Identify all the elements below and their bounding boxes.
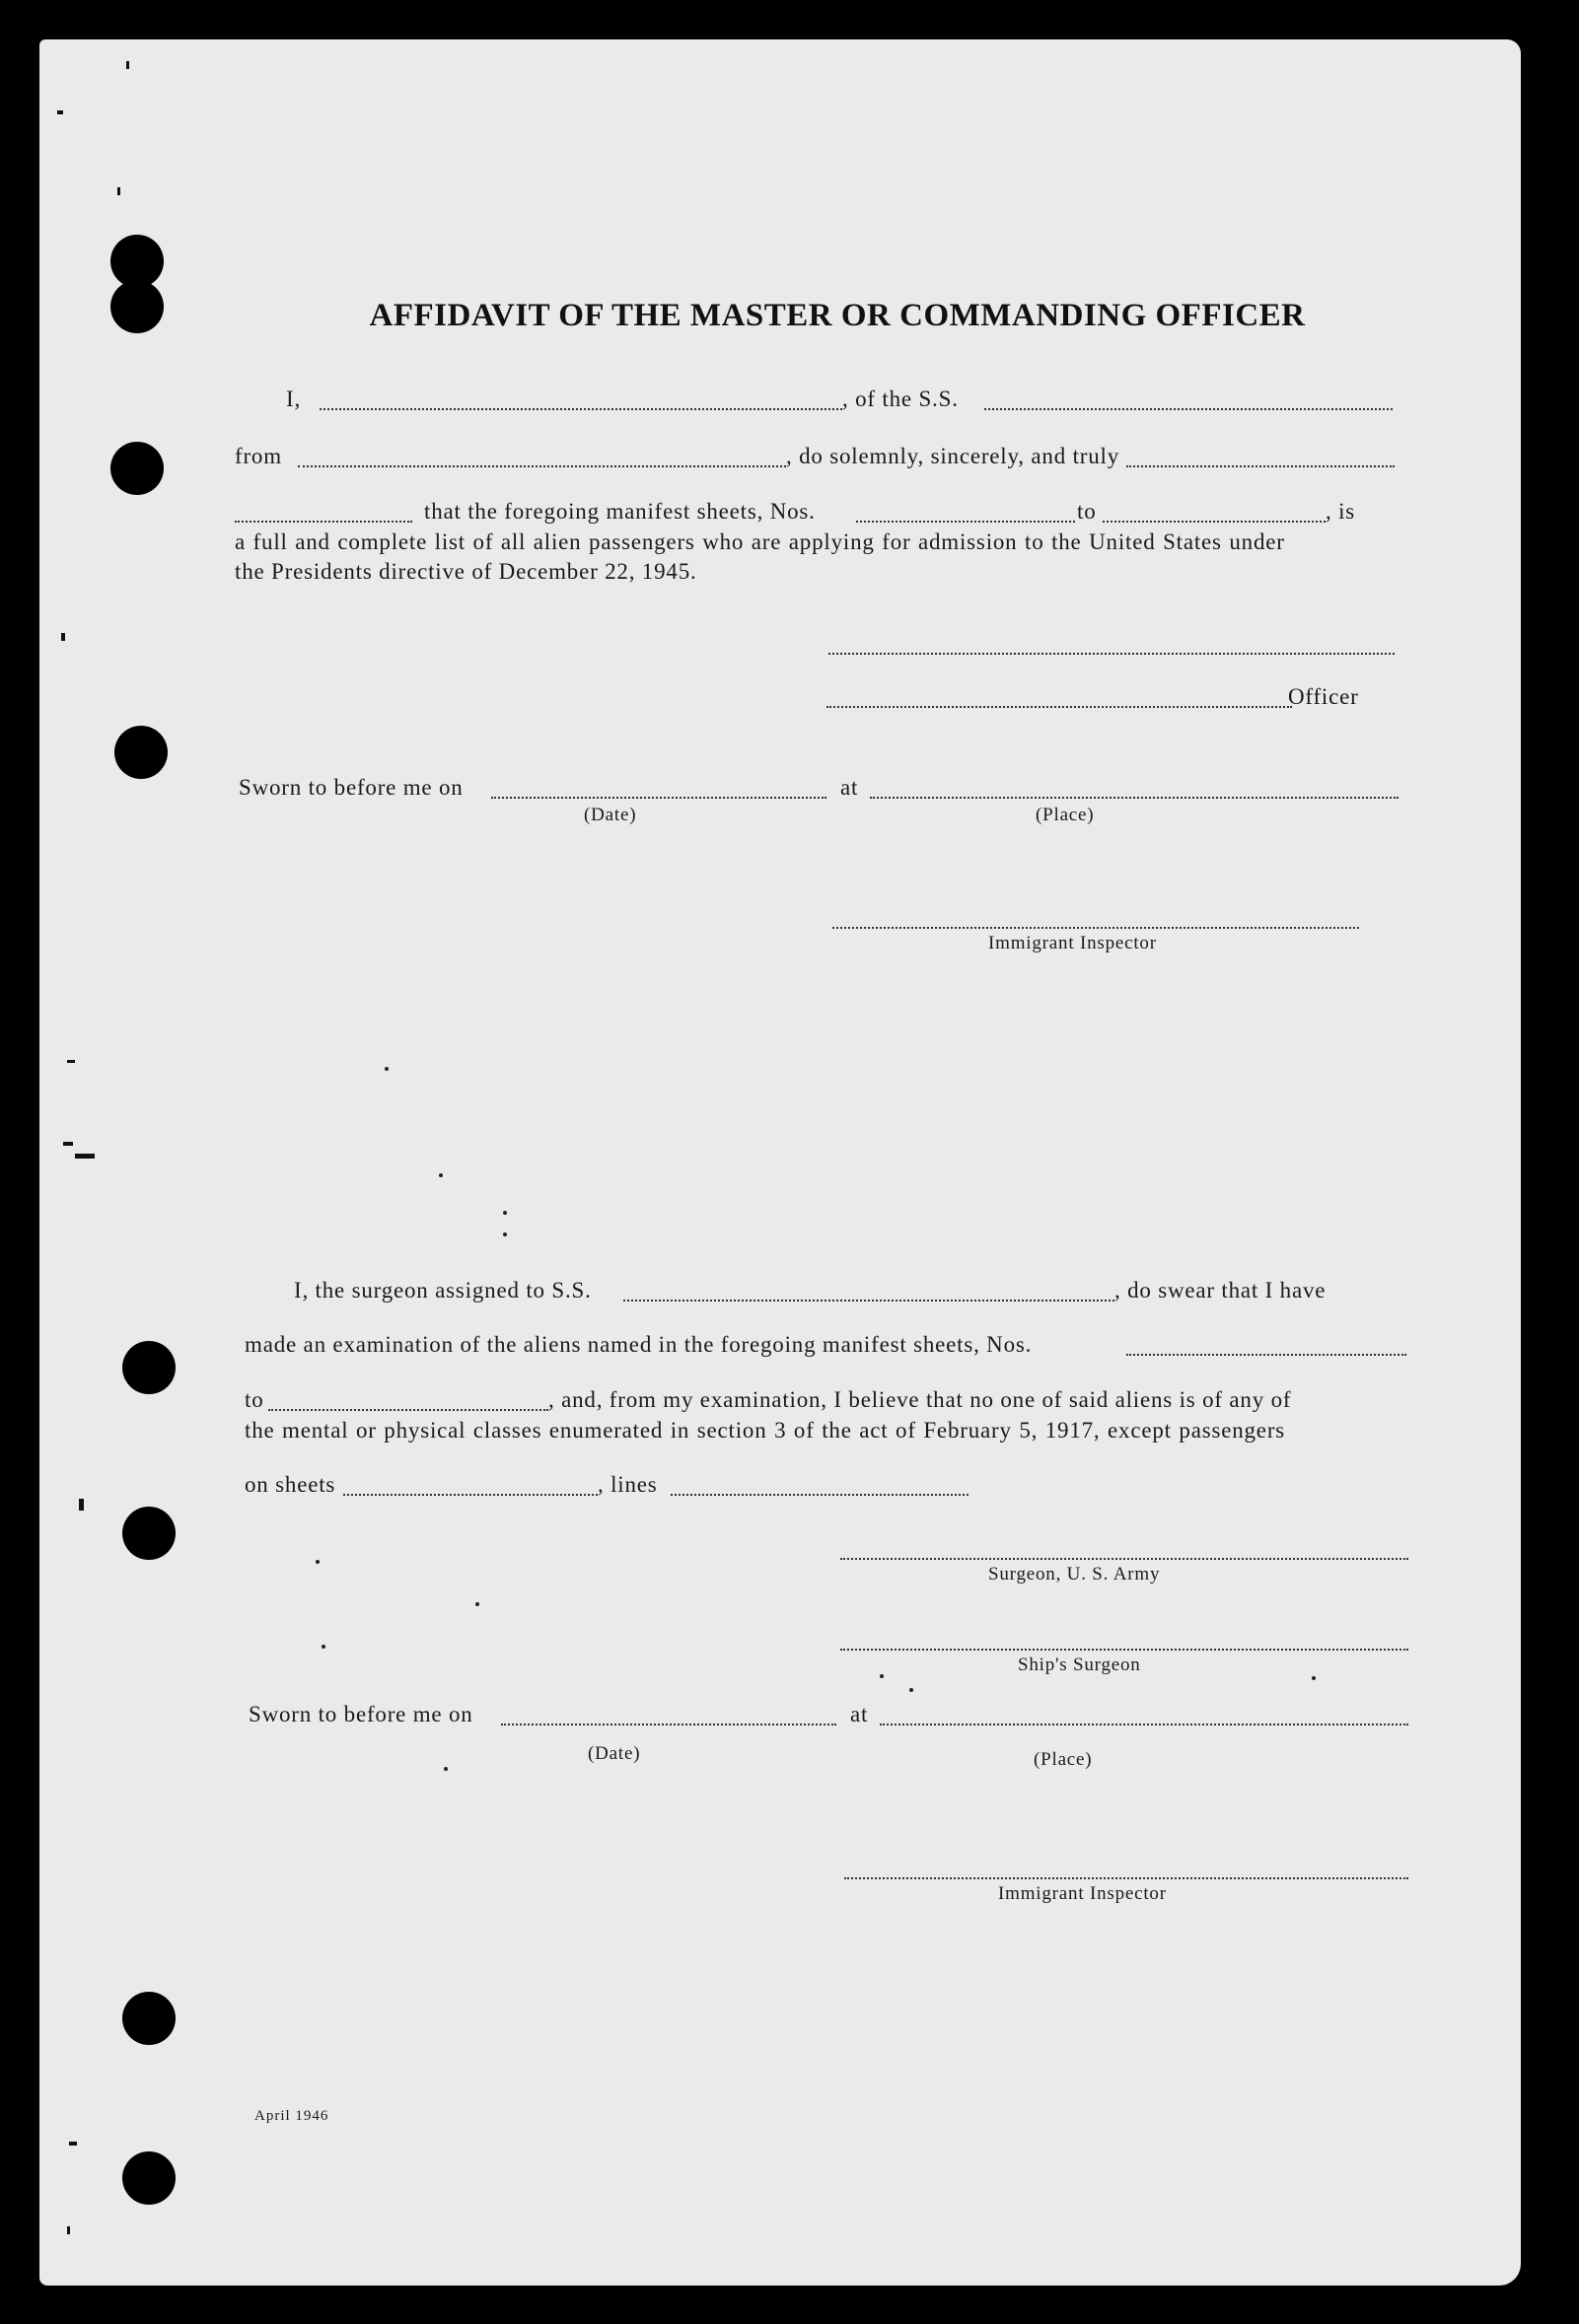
speck xyxy=(1312,1676,1316,1680)
scan-mark xyxy=(75,1154,95,1159)
date-caption: (Date) xyxy=(584,805,637,825)
page-title: AFFIDAVIT OF THE MASTER OR COMMANDING OFFICER xyxy=(369,298,1306,333)
scan-mark xyxy=(63,1142,73,1146)
scan-mark xyxy=(79,1499,84,1511)
ship-surgeon-label: Ship's Surgeon xyxy=(1018,1655,1141,1675)
sworn-at-label: at xyxy=(840,775,859,800)
master-ship-field[interactable] xyxy=(984,408,1393,410)
scan-mark xyxy=(67,1060,75,1063)
surgeon-ship-field[interactable] xyxy=(623,1300,1114,1302)
from-port-field[interactable] xyxy=(298,465,786,467)
lines-label: , lines xyxy=(598,1472,658,1497)
punch-hole xyxy=(122,1507,176,1560)
surgeon-sworn-place-field[interactable] xyxy=(880,1724,1408,1725)
scan-mark xyxy=(69,2142,77,2146)
punch-hole xyxy=(122,1992,176,2045)
from-label: from xyxy=(235,444,282,468)
place-caption: (Place) xyxy=(1036,805,1095,825)
oath-type-field[interactable] xyxy=(1126,465,1395,467)
manifest-label: that the foregoing manifest sheets, Nos. xyxy=(424,499,816,524)
speck xyxy=(475,1602,479,1606)
scan-mark xyxy=(67,2226,70,2234)
punch-hole xyxy=(110,442,164,495)
master-i-label: I, xyxy=(286,387,302,411)
surgeon-sworn-at-label: at xyxy=(850,1702,869,1726)
speck xyxy=(503,1211,507,1215)
speck xyxy=(439,1173,443,1177)
manifest-to-field[interactable] xyxy=(1103,521,1326,523)
inspector-label: Immigrant Inspector xyxy=(988,933,1157,953)
scan-mark xyxy=(126,61,129,69)
master-signature-field[interactable] xyxy=(828,653,1395,655)
officer-label: Officer xyxy=(1288,684,1359,709)
speck xyxy=(385,1067,389,1071)
speck xyxy=(444,1767,448,1771)
speck xyxy=(880,1674,884,1678)
sworn-place-field[interactable] xyxy=(870,797,1399,799)
surgeon-inspector-label: Immigrant Inspector xyxy=(998,1883,1167,1904)
form-page xyxy=(39,39,1521,2286)
surgeon-classes-text: the mental or physical classes enumerated in section 3 of the act of February 5, 1917, except passengers xyxy=(245,1418,1286,1443)
officer-signature-field[interactable] xyxy=(826,706,1292,708)
surgeon-date-caption: (Date) xyxy=(588,1743,641,1764)
army-surgeon-label: Surgeon, U. S. Army xyxy=(988,1564,1161,1585)
speck xyxy=(503,1232,507,1236)
surgeon-place-caption: (Place) xyxy=(1034,1749,1093,1770)
ship-surgeon-signature-field[interactable] xyxy=(840,1649,1408,1651)
sheets-label: on sheets xyxy=(245,1472,336,1497)
surgeon-swear-label: , do swear that I have xyxy=(1114,1278,1327,1303)
surgeon-believe-text: , and, from my examination, I believe that no one of said aliens is of any of xyxy=(548,1387,1292,1412)
surgeon-sworn-label: Sworn to before me on xyxy=(249,1702,473,1726)
surgeon-exam-text: made an examination of the aliens named in the foregoing manifest sheets, Nos. xyxy=(245,1332,1033,1357)
army-surgeon-signature-field[interactable] xyxy=(840,1558,1408,1560)
surgeon-to-label: to xyxy=(245,1387,264,1412)
inspector-signature-field[interactable] xyxy=(832,927,1359,929)
surgeon-manifest-to-field[interactable] xyxy=(268,1409,548,1411)
scan-mark xyxy=(61,633,65,641)
speck xyxy=(909,1688,913,1692)
is-label: , is xyxy=(1326,499,1356,524)
affidavit-text-line5: the Presidents directive of December 22, 1945. xyxy=(235,559,697,584)
sworn-label: Sworn to before me on xyxy=(239,775,464,800)
manifest-to-label: to xyxy=(1077,499,1097,524)
lines-field[interactable] xyxy=(671,1494,969,1496)
master-ss-label: , of the S.S. xyxy=(842,387,959,411)
affidavit-text-line4: a full and complete list of all alien passengers who are applying for admission to the United States under xyxy=(235,529,1285,554)
surgeon-sworn-date-field[interactable] xyxy=(501,1724,836,1725)
punch-hole xyxy=(110,280,164,333)
form-date: April 1946 xyxy=(254,2108,329,2124)
sheets-field[interactable] xyxy=(343,1494,598,1496)
manifest-from-field[interactable] xyxy=(856,521,1075,523)
punch-hole xyxy=(122,2151,176,2205)
surgeon-manifest-from-field[interactable] xyxy=(1126,1354,1406,1356)
scan-mark xyxy=(57,110,63,114)
sworn-date-field[interactable] xyxy=(491,797,826,799)
oath-verb-field[interactable] xyxy=(235,521,412,523)
speck xyxy=(316,1560,320,1564)
speck xyxy=(322,1645,325,1649)
punch-hole xyxy=(114,726,168,779)
solemnly-label: , do solemnly, sincerely, and truly xyxy=(786,444,1120,468)
scan-mark xyxy=(117,187,120,195)
surgeon-inspector-signature-field[interactable] xyxy=(844,1877,1408,1879)
punch-hole xyxy=(122,1341,176,1394)
master-name-field[interactable] xyxy=(320,408,842,410)
surgeon-intro: I, the surgeon assigned to S.S. xyxy=(294,1278,592,1303)
